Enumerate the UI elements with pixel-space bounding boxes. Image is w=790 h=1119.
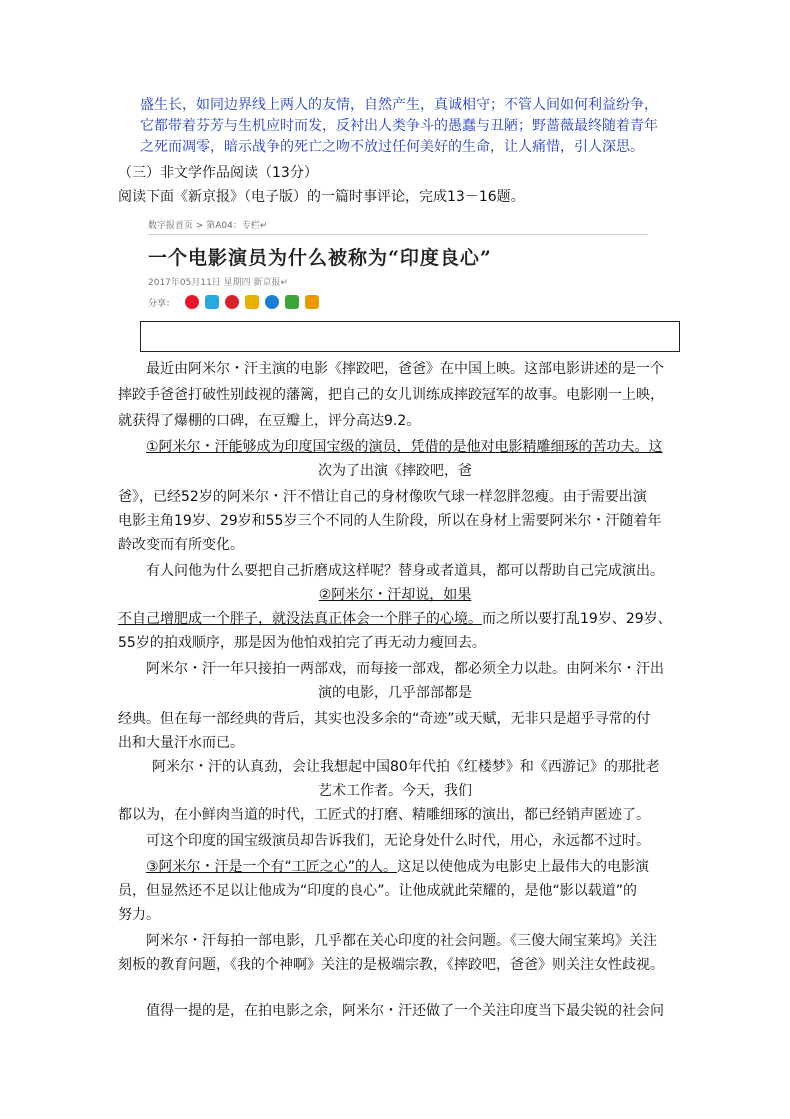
text-line: 经典。但在每一部经典的背后，其实也没多余的“奇迹”或天赋，无非只是超乎寻常的付	[118, 711, 651, 727]
text-line: 演的电影，几乎部部都是	[318, 685, 472, 701]
text-line: 艺术工作者。今天，我们	[318, 783, 472, 799]
text-line	[118, 608, 672, 628]
share-label: 分享：	[148, 298, 176, 309]
underlined-sentence-2-cont: 不自己增肥成一个胖子，就没法真正体会一个胖子的心境。	[118, 611, 482, 627]
divider	[148, 234, 648, 235]
douban-icon	[285, 295, 299, 309]
underlined-sentence-1: ①阿米尔・汗能够成为印度国宝级的演员，凭借的是他对电影精雕细琢的苦功夫。这	[146, 439, 663, 455]
text-line: 出和大量汗水而已。	[118, 735, 244, 751]
underlined-sentence-2: ②阿米尔・汗却说，如果	[318, 587, 472, 603]
text-line: 可这个印度的国宝级演员却告诉我们，无论身处什么时代，用心，永远都不过时。	[146, 833, 650, 849]
news-title: 一个电影演员为什么被称为“印度良心”	[148, 247, 492, 269]
text-line: 努力。	[118, 907, 160, 923]
text-line: 阿米尔・汗的认真劲，会让我想起中国80年代拍《红楼梦》和《西游记》的那批老	[152, 759, 660, 775]
text-line: 最近由阿米尔・汗主演的电影《摔跤吧，爸爸》在中国上映。这部电影讲述的是一个	[146, 361, 664, 377]
weibo-icon	[185, 295, 199, 309]
reading-instruction: 阅读下面《新京报》（电子版）的一篇时事评论，完成13－16题。	[118, 189, 525, 205]
people-icon	[265, 295, 279, 309]
text-line	[146, 856, 649, 876]
text-run: 这足以使他成为电影史上最伟大的电影演	[397, 859, 650, 875]
text-line: 阿米尔・汗一年只接拍一两部戏，而每接一部戏，都必须全力以赴。由阿米尔・汗出	[146, 661, 664, 677]
text-line: 阿米尔・汗每拍一部电影，几乎都在关心印度的社会问题。《三傻大闹宝莱坞》关注	[146, 933, 657, 949]
text-line: 都以为，在小鲜肉当道的时代，工匠式的打磨、精雕细琢的演出，都已经销声匿迹了。	[118, 807, 650, 823]
analysis-line: 之死而凋零，暗示战争的死亡之吻不放过任何美好的生命，让人痛惜，引人深思。	[140, 139, 644, 155]
text-line: 就获得了爆棚的口碑，在豆瓣上，评分高达9.2。	[118, 413, 421, 429]
analysis-line: 它都带着芬芳与生机应时而发，反衬出人类争斗的愚蠢与丑陋；野蔷薇最终随着青年	[140, 118, 658, 134]
text-line: 刻板的教育问题，《我的个神啊》关注的是极端宗教，《摔跤吧，爸爸》则关注女性歧视。	[118, 957, 664, 973]
kaixin-icon	[245, 295, 259, 309]
text-line: 值得一提的是，在拍电影之余，阿米尔・汗还做了一个关注印度当下最尖锐的社会问	[146, 1003, 664, 1019]
section-heading: （三）非文学作品阅读（13分）	[118, 165, 318, 181]
text-line: 龄改变而有所变化。	[118, 537, 244, 553]
text-run: 而之所以要打乱19岁、29岁、	[482, 611, 672, 627]
qzone-icon	[205, 295, 219, 309]
underlined-sentence-3: ③阿米尔・汗是一个有“工匠之心”的人。	[146, 859, 398, 875]
tencent-icon	[305, 295, 319, 309]
text-line: 摔跤手爸爸打破性别歧视的藩篱，把自己的女儿训练成摔跤冠军的故事。电影刚一上映，	[118, 387, 664, 403]
news-date: 2017年05月11日 星期四 新京报↵	[148, 278, 289, 288]
renren-icon	[225, 295, 239, 309]
breadcrumb: 数字报首页 > 第A04：专栏↵	[148, 221, 268, 231]
text-line: 55岁的拍戏顺序，那是因为他怕戏拍完了再无动力瘦回去。	[118, 635, 486, 651]
poem-analysis-answer	[140, 95, 670, 158]
text-line: 电影主角19岁、29岁和55岁三个不同的人生阶段，所以在身材上需要阿米尔・汗随着年	[118, 513, 662, 529]
text-line: 有人问他为什么要把自己折磨成这样呢？替身或者道具，都可以帮助自己完成演出。	[146, 563, 664, 579]
news-screenshot	[140, 210, 680, 360]
text-line: 次为了出演《摔跤吧，爸	[318, 463, 472, 479]
share-bar	[148, 295, 319, 309]
text-line: 爸》，已经52岁的阿米尔・汗不惜让自己的身材像吹气球一样忽胖忽瘦。由于需要出演	[118, 489, 647, 505]
text-line: 员，但显然还不足以让他成为“印度的良心”。让他成就此荣耀的，是他“影以载道”的	[118, 883, 638, 899]
empty-box	[140, 321, 680, 352]
analysis-line: 盛生长，如同边界线上两人的友情，自然产生，真诚相守；不管人间如何利益纷争，	[140, 97, 658, 113]
